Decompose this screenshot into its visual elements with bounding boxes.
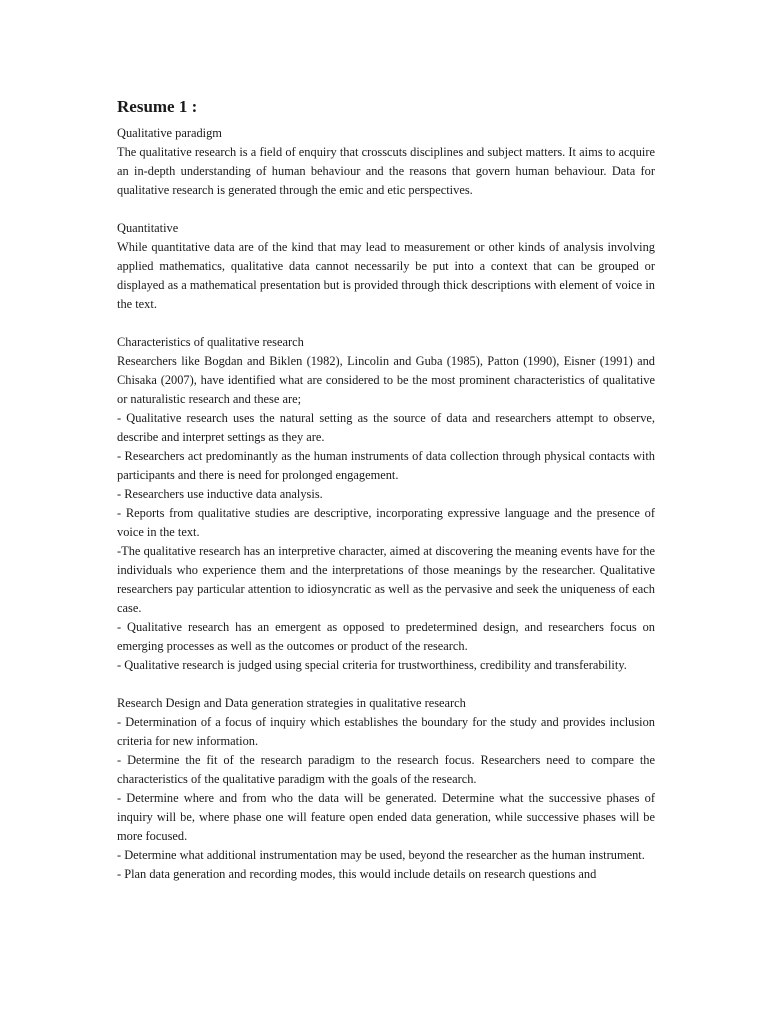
paragraph: While quantitative data are of the kind that may lead to measurement or other kinds of analysis involving applied mathematics, qualitative data cannot necessarily be put into a context that can be grouped or displayed as a mathematical presentation but is provided through thick descriptions with element of voice in the text. bbox=[117, 240, 655, 311]
section-heading: Quantitative bbox=[117, 221, 179, 235]
bullet-paragraph: - Determine what additional instrumentation may be used, beyond the researcher as the human instrument. bbox=[117, 848, 645, 862]
section-heading: Research Design and Data generation strategies in qualitative research bbox=[117, 696, 466, 710]
document-title: Resume 1 : bbox=[117, 97, 198, 116]
bullet-paragraph: - Researchers use inductive data analysis. bbox=[117, 487, 323, 501]
paragraph: The qualitative research is a field of enquiry that crosscuts disciplines and subject matters. It aims to acquire an in-depth understanding of human behaviour and the reasons that govern human behaviour. Data for qualitative research is generated through the emic and etic perspectives. bbox=[117, 145, 655, 197]
bullet-paragraph: - Researchers act predominantly as the human instruments of data collection through physical contacts with participants and there is need for prolonged engagement. bbox=[117, 449, 655, 482]
paragraph: Researchers like Bogdan and Biklen (1982), Lincolin and Guba (1985), Patton (1990), Eisner (1991) and Chisaka (2007), have identified what are considered to be the most prominent characteristics of qualitative or naturalistic research and these are; bbox=[117, 354, 655, 406]
bullet-paragraph: - Plan data generation and recording modes, this would include details on research questions and bbox=[117, 867, 597, 881]
section-heading: Qualitative paradigm bbox=[117, 126, 222, 140]
bullet-paragraph: - Determine where and from who the data will be generated. Determine what the successive phases of inquiry will be, where phase one will feature open ended data generation, while successive phases will be more focused. bbox=[117, 791, 655, 843]
section-research-design bbox=[117, 694, 655, 884]
bullet-paragraph: - Determine the fit of the research paradigm to the research focus. Researchers need to compare the characteristics of the qualitative paradigm with the goals of the research. bbox=[117, 753, 655, 786]
bullet-paragraph: -The qualitative research has an interpretive character, aimed at discovering the meaning events have for the individuals who experience them and the interpretations of those meanings by the researcher. Qualitative researchers pay particular attention to idiosyncratic as well as the pervasive and seek the uniqueness of each case. bbox=[117, 544, 655, 615]
bullet-paragraph: - Qualitative research is judged using special criteria for trustworthiness, credibility and transferability. bbox=[117, 658, 627, 672]
section-heading: Characteristics of qualitative research bbox=[117, 335, 304, 349]
section-quantitative bbox=[117, 219, 655, 314]
bullet-paragraph: - Determination of a focus of inquiry which establishes the boundary for the study and provides inclusion criteria for new information. bbox=[117, 715, 655, 748]
bullet-paragraph: - Reports from qualitative studies are descriptive, incorporating expressive language and the presence of voice in the text. bbox=[117, 506, 655, 539]
section-characteristics bbox=[117, 333, 655, 675]
document-page bbox=[117, 96, 655, 903]
bullet-paragraph: - Qualitative research uses the natural setting as the source of data and researchers attempt to observe, describe and interpret settings as they are. bbox=[117, 411, 655, 444]
bullet-paragraph: - Qualitative research has an emergent as opposed to predetermined design, and researchers focus on emerging processes as well as the outcomes or product of the research. bbox=[117, 620, 655, 653]
section-qualitative-paradigm bbox=[117, 124, 655, 200]
